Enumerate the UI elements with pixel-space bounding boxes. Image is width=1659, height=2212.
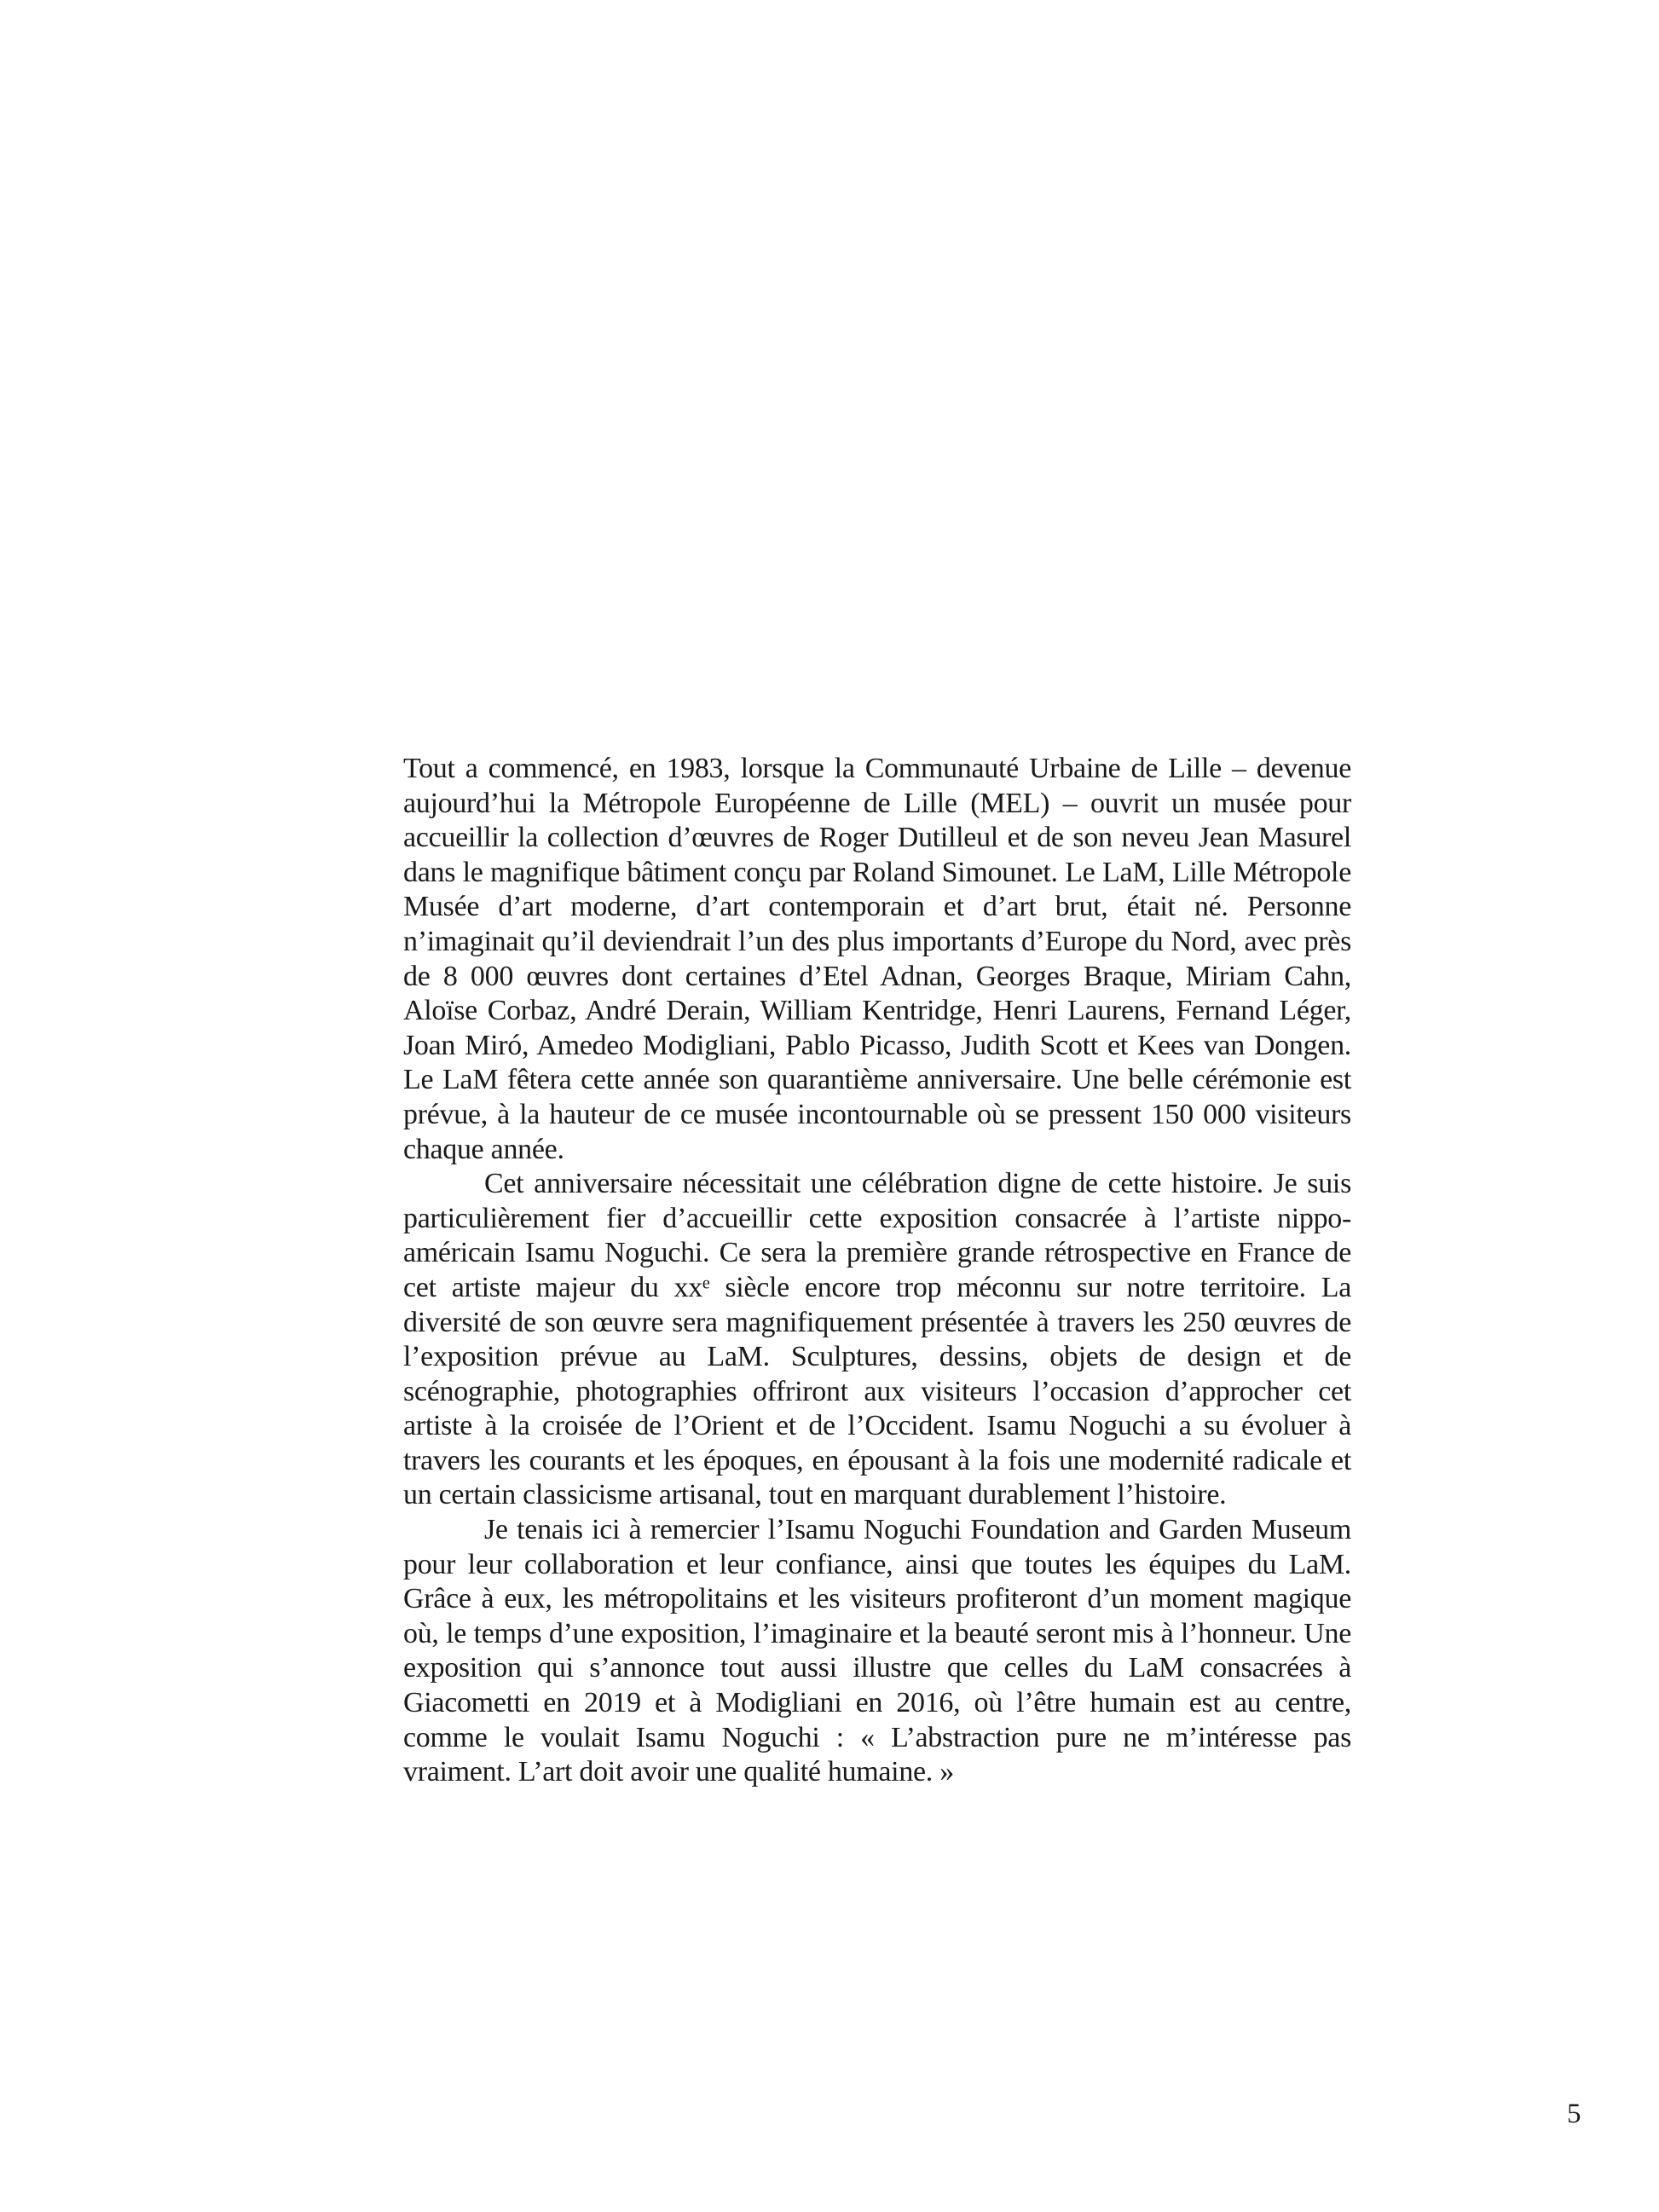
- paragraph-thanks: Je tenais ici à remercier l’Isamu Noguchi Foundation and Garden Museum pour leur collaboration et leur confiance, ainsi que toutes les équipes du LaM. Grâce à eux, les métropolitains et les visiteurs profiteront d’un moment magique où, le temps d’une exposition, l’imaginaire et la beauté seront mis à l’honneur. Une exposition qui s’annonce tout aussi illustre que celles du LaM consacrées à Giacometti en 2019 et à Modigliani en 2016, où l’être humain est au centre, comme le voulait Isamu Noguchi : « L’abstraction pure ne m’intéresse pas vraiment. L’art doit avoir une qualité humaine. »: [403, 1514, 1351, 1788]
- paragraph-intro: Tout a commencé, en 1983, lorsque la Communauté Urbaine de Lille – devenue aujourd’hui la Métropole Européenne de Lille (MEL) – ouvrit un musée pour accueillir la collection d’œuvres de Roger Dutilleul et de son neveu Jean Masurel dans le magnifique bâtiment conçu par Roland Simounet. Le LaM, Lille Métropole Musée d’art moderne, d’art contemporain et d’art brut, était né. Personne n’imaginait qu’il deviendrait l’un des plus importants d’Europe du Nord, avec près de 8 000 œuvres dont certaines d’Etel Adnan, Georges Braque, Miriam Cahn, Aloïse Corbaz, André Derain, William Kentridge, Henri Laurens, Fernand Léger, Joan Miró, Amedeo Modigliani, Pablo Picasso, Judith Scott et Kees van Dongen. Le LaM fêtera cette année son quarantième anniversaire. Une belle cérémonie est prévue, à la hauteur de ce musée incontournable où se pressent 150 000 visiteurs chaque année.: [403, 753, 1351, 1165]
- paragraph-anniversary: Cet anniversaire nécessitait une célébration digne de cette histoire. Je suis particulièrement fier d’accueillir cette exposition consacrée à l’artiste nippo-américain Isamu Noguchi. Ce sera la première grande rétrospective en France de cet artiste majeur du xxᵉ siècle encore trop méconnu sur notre territoire. La diversité de son œuvre sera magnifiquement présentée à travers les 250 œuvres de l’exposition prévue au LaM. Sculptures, dessins, objets de design et de scénographie, photographies offriront aux visiteurs l’occasion d’approcher cet artiste à la croisée de l’Orient et de l’Occident. Isamu Noguchi a su évoluer à travers les courants et les époques, en épousant à la fois une modernité radicale et un certain classicisme artisanal, tout en marquant durablement l’histoire.: [403, 1168, 1351, 1511]
- page-number: 5: [1567, 2099, 1581, 2129]
- body-text: [403, 752, 1351, 1790]
